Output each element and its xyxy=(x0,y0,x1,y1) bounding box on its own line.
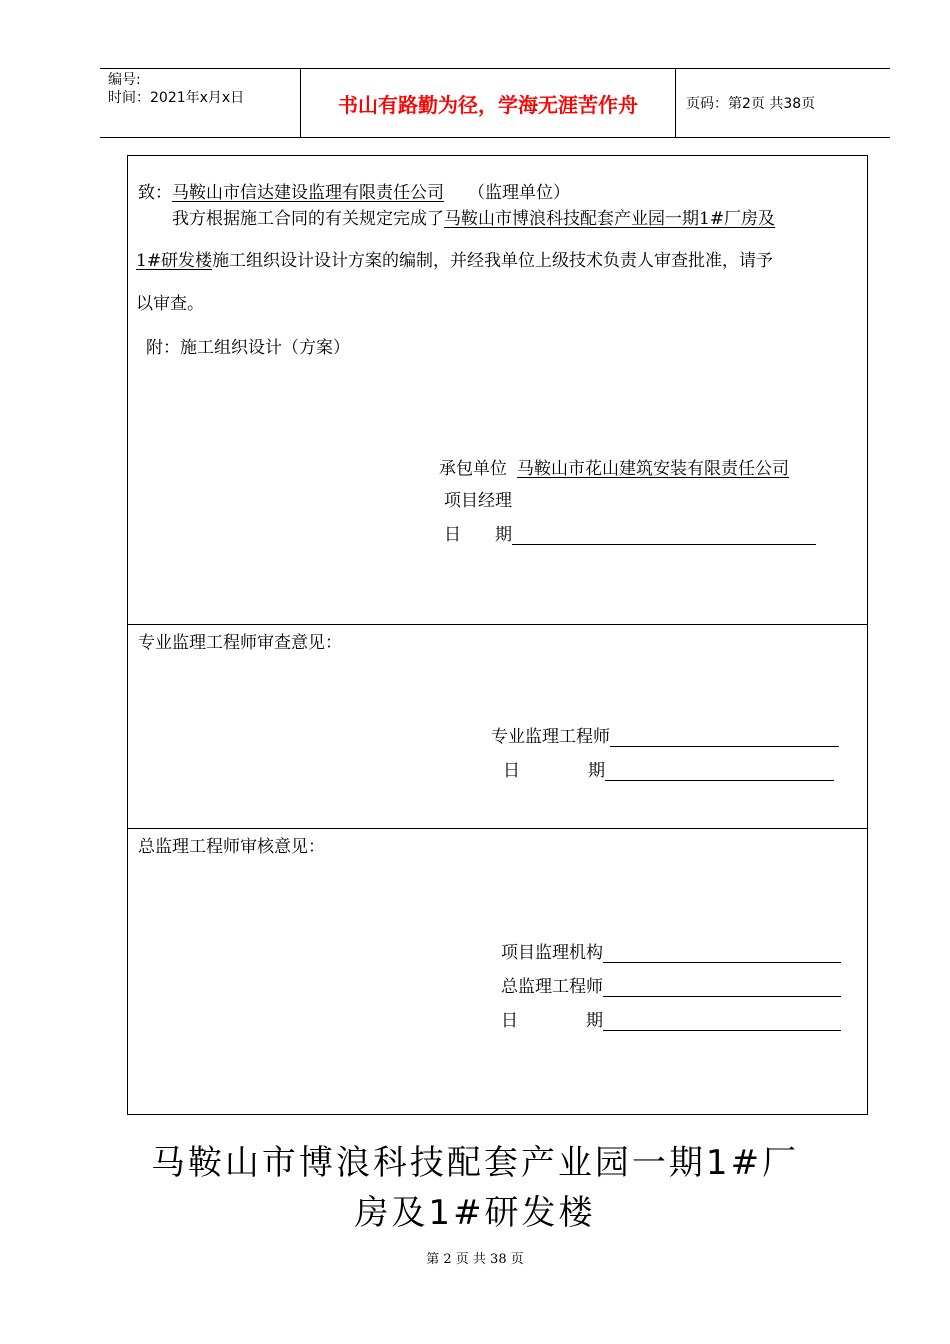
body-line-2-text: 施工组织设计设计方案的编制，并经我单位上级技术负责人审查批准，请予 xyxy=(212,251,774,271)
page-header xyxy=(100,68,890,138)
engineer-blank xyxy=(610,728,839,747)
approval-form xyxy=(127,155,868,1115)
chief-label: 总监理工程师 xyxy=(501,977,603,997)
number-label: 编号: xyxy=(108,72,141,88)
engineer-date-line xyxy=(503,756,834,781)
contractor-date-line xyxy=(444,520,816,545)
submission-section xyxy=(128,156,867,625)
org-blank xyxy=(603,944,841,963)
recipient-prefix: 致： xyxy=(138,183,172,203)
engineer-date-blank xyxy=(605,762,834,781)
chief-blank xyxy=(603,978,841,997)
engineer-review-title: 专业监理工程师审查意见： xyxy=(138,633,342,653)
recipient-line xyxy=(138,178,570,203)
document-title-line-2: 房及1#研发楼 xyxy=(354,1193,596,1233)
chief-date-label: 日 期 xyxy=(501,1011,603,1031)
engineer-line xyxy=(491,722,839,747)
contractor-line xyxy=(439,454,789,479)
org-line xyxy=(501,938,841,963)
body-line-3: 以审查。 xyxy=(136,294,204,314)
project-name-part1: 马鞍山市博浪科技配套产业园一期1#厂房及 xyxy=(444,209,776,229)
header-meta xyxy=(100,69,301,137)
contractor-date-blank xyxy=(512,526,816,545)
chief-review-title: 总监理工程师审核意见： xyxy=(138,837,325,857)
recipient-company: 马鞍山市信达建设监理有限责任公司 xyxy=(172,183,444,203)
contractor-label: 承包单位 xyxy=(439,459,507,479)
chief-date-blank xyxy=(603,1012,841,1031)
chief-review-section xyxy=(128,828,867,1114)
header-page-info: 页码：第2页 共38页 xyxy=(686,96,816,112)
chief-line xyxy=(501,972,841,997)
body-line-1 xyxy=(172,204,775,229)
contractor-date-label: 日 期 xyxy=(444,525,512,545)
body-line-2 xyxy=(136,246,773,271)
page-footer: 第 2 页 共 38 页 xyxy=(426,1252,524,1267)
engineer-review-section xyxy=(128,624,867,829)
body-line-1-text: 我方根据施工合同的有关规定完成了 xyxy=(172,209,444,229)
chief-date-line xyxy=(501,1006,841,1031)
document-title-line-1: 马鞍山市博浪科技配套产业园一期1#厂 xyxy=(150,1143,800,1183)
attachment-line: 附：施工组织设计（方案） xyxy=(146,338,350,358)
project-manager-label: 项目经理 xyxy=(444,491,512,511)
project-name-part2: 1#研发楼 xyxy=(136,251,213,271)
recipient-suffix: （监理单位） xyxy=(468,183,570,203)
org-label: 项目监理机构 xyxy=(501,943,603,963)
contractor-name: 马鞍山市花山建筑安装有限责任公司 xyxy=(517,459,789,479)
time-label: 时间：2021年x月x日 xyxy=(108,90,245,106)
header-motto: 书山有路勤为径，学海无涯苦作舟 xyxy=(301,69,676,137)
engineer-date-label: 日 期 xyxy=(503,761,605,781)
engineer-label: 专业监理工程师 xyxy=(491,727,610,747)
